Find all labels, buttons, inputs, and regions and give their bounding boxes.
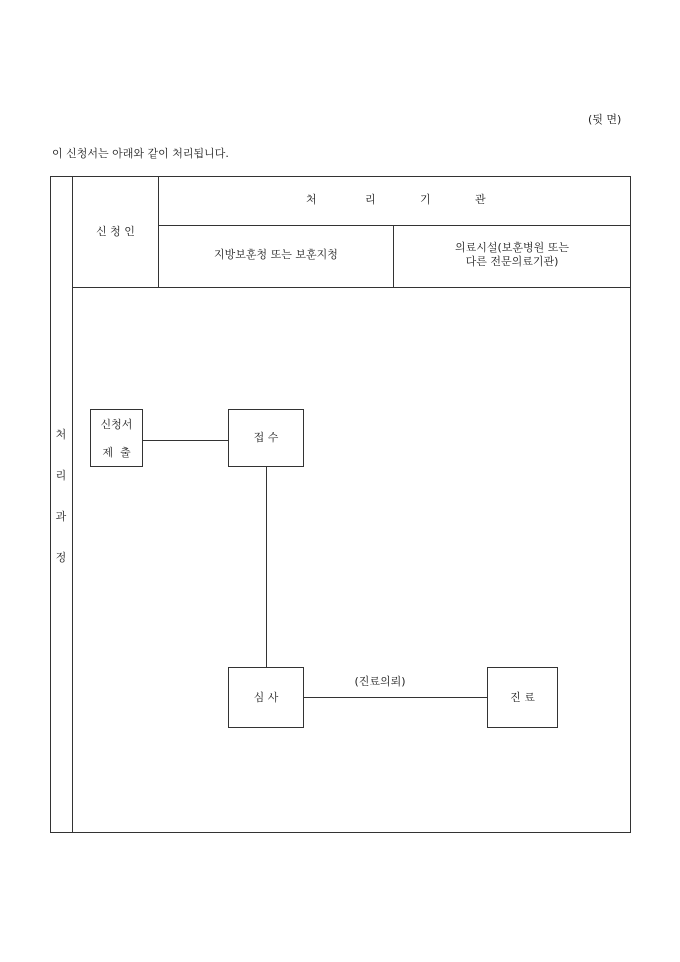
connector-review-treatment xyxy=(303,697,487,698)
step-receive-box xyxy=(228,409,304,467)
agency-medical-facility-line2: 다른 전문의료기관) xyxy=(465,255,559,268)
agency-header-char: 기 xyxy=(420,193,431,206)
step-review-box xyxy=(228,667,304,728)
process-stage-char: 리 xyxy=(55,469,67,482)
agency-header-char: 리 xyxy=(365,193,376,206)
agency-regional-office: 지방보훈청 또는 보훈지청 xyxy=(214,248,338,261)
step-treatment-box xyxy=(487,667,558,728)
applicant-header: 신 청 인 xyxy=(96,225,135,238)
step-submit-line1: 신청서 xyxy=(100,418,133,431)
step-review-label: 심 사 xyxy=(253,691,279,704)
step-treatment-label: 진 료 xyxy=(510,691,535,704)
agency-header-char: 관 xyxy=(475,193,486,206)
process-stage-char: 처 xyxy=(55,428,67,441)
step-submit-line2: 제 출 xyxy=(102,446,131,459)
process-stage-char: 정 xyxy=(55,551,67,564)
agency-medical-facility xyxy=(394,241,630,269)
agency-header-char: 처 xyxy=(306,193,317,206)
page-side-label: (뒷 면) xyxy=(588,113,622,126)
process-stage-char: 과 xyxy=(55,510,67,523)
agency-medical-facility-line1: 의료시설(보훈병원 또는 xyxy=(454,241,570,254)
step-receive-label: 접 수 xyxy=(253,431,279,444)
step-submit-box xyxy=(90,409,143,467)
intro-text: 이 신청서는 아래와 같이 처리됩니다. xyxy=(52,147,229,160)
connector-receive-review xyxy=(266,466,267,668)
agency-header xyxy=(159,193,630,207)
referral-label: (진료의뢰) xyxy=(354,675,406,688)
process-stage-label xyxy=(51,428,71,565)
connector-submit-receive xyxy=(142,440,228,441)
